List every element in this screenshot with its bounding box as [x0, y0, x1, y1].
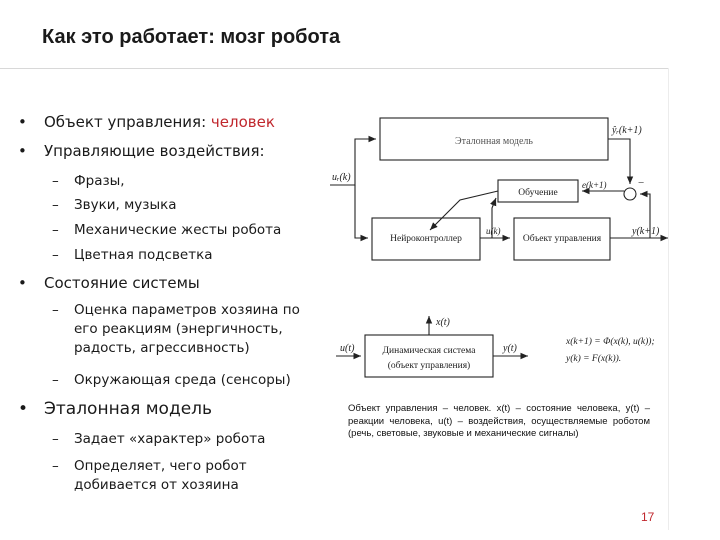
dash: –: [52, 222, 59, 238]
plant-label: Объект управления: [522, 234, 602, 244]
bullet-dot: •: [18, 113, 27, 131]
model-to-sum: [608, 139, 630, 184]
error-label: e(k+1): [582, 180, 607, 190]
u-input-label: u(t): [340, 343, 355, 354]
neurocontroller-label: Нейроконтроллер: [390, 234, 462, 244]
yr-label: ŷᵣ(k+1): [612, 125, 642, 136]
sub-text: Фразы,: [74, 173, 125, 189]
dash: –: [52, 431, 59, 447]
ur-label: uᵣ(k): [332, 172, 351, 183]
minus-sign: −: [638, 177, 645, 189]
x-label: x(t): [436, 317, 450, 328]
sub-text: Цветная подсветка: [74, 247, 213, 263]
dash: –: [52, 247, 59, 263]
sub-text-line: Определяет, чего робот: [74, 458, 247, 474]
dash: –: [52, 173, 59, 189]
y-output-label: y(t): [503, 343, 517, 354]
bullet-dot: •: [18, 274, 27, 292]
sub-text-line: радость, агрессивность): [74, 340, 250, 356]
state-equation: x(k+1) = Φ(x(k), u(k));: [566, 337, 655, 347]
diagram-caption: Объект управления – человек. x(t) – состояние человека, y(t) – реакции человека, u(t) – воздействия, осуществляемые роботом (речь, световые, звуковые и механические сигналы): [348, 403, 650, 439]
y-label: y(k+1): [632, 226, 660, 237]
accent-word: человек: [210, 113, 275, 131]
plant-subtitle: (объект управления): [387, 361, 471, 371]
page-number: 17: [641, 510, 655, 524]
sub-text: Механические жесты робота: [74, 222, 282, 238]
learning-label: Обучение: [518, 188, 558, 198]
dash: –: [52, 197, 59, 213]
bullet-text: Состояние системы: [44, 274, 200, 292]
sub-text: Звуки, музыка: [74, 197, 177, 213]
slide-title: Как это работает: мозг робота: [42, 26, 341, 48]
bullet-text: Управляющие воздействия:: [44, 142, 265, 160]
output-equation: y(k) = F(x(k)).: [566, 354, 622, 364]
dash: –: [52, 372, 59, 388]
summing-junction: [624, 188, 636, 200]
dash: –: [52, 302, 59, 318]
dynamic-system-label: Динамическая система: [382, 346, 476, 356]
sub-text: Окружающая среда (сенсоры): [74, 372, 291, 388]
sub-text-line: его реакциям (энергичность,: [74, 321, 283, 337]
u-label: u(k): [486, 226, 501, 236]
reference-model-label: Эталонная модель: [455, 136, 533, 147]
bullet-dot: •: [18, 399, 29, 419]
sub-text: Задает «характер» робота: [74, 431, 266, 447]
dash: –: [52, 458, 59, 474]
bullet-dot: •: [18, 142, 27, 160]
sub-text-line: Оценка параметров хозяина по: [74, 302, 300, 318]
bullet-text: Эталонная модель: [44, 399, 213, 419]
ur-to-controller: [355, 185, 368, 238]
bullet-text: Объект управления:: [44, 113, 211, 131]
sub-text-line: добивается от хозяина: [74, 477, 239, 493]
